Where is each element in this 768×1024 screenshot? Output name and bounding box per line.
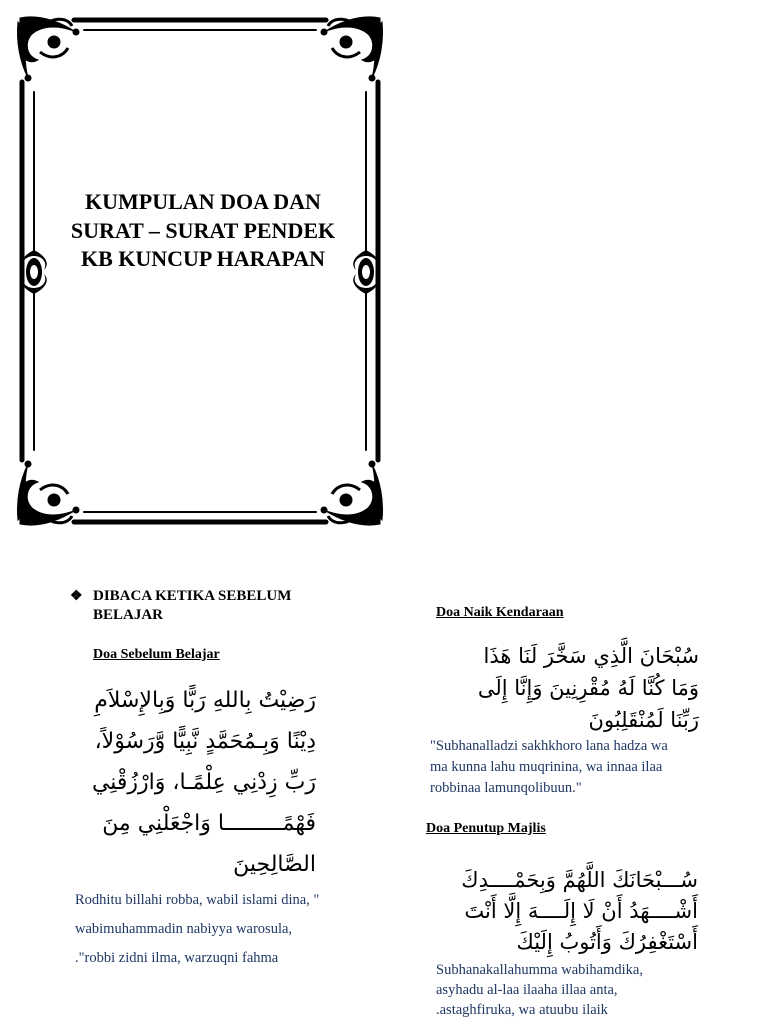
cover-title-line: SURAT – SURAT PENDEK [70,217,336,243]
arabic-line: سُـــبْحَانَكَ اللَّهُمَّ وَبِحَمْــــدِكَ [461,868,698,892]
doa-penutup-majlis-transliteration [436,960,736,1020]
translit-line: wabimuhammadin nabiyya warosula, [75,921,293,937]
diamond-bullet-icon: ❖ [70,589,83,604]
arabic-line: دِيْنًا وَبِـمُحَمَّدٍ نَّبِيًّا وَّرَسُوْلاً، [94,729,316,754]
arabic-line: أَسْتَغْفِرُكَ وَأَتُوبُ إِلَيْكَ [516,930,698,954]
arabic-line: أَشْــــهَدُ أَنْ لَا إِلَــــهَ إِلَّا أَنْتَ [464,899,698,923]
arabic-line: الصَّالِحِينَ [233,852,316,877]
doa-sebelum-belajar-arabic [70,680,316,885]
translit-line: .astaghfiruka, wa atuubu ilaik [436,1002,608,1018]
doa-penutup-majlis-arabic [420,865,698,958]
translit-line: robbinaa lamunqolibuun." [430,780,582,796]
translit-line: ."robbi zidni ilma, warzuqni fahma [75,950,279,966]
doa-naik-kendaraan-arabic [425,640,699,736]
arabic-line: رَضِيْتُ بِاللهِ رَبًّا وَبِالإِسْلاَمِ [94,688,316,713]
cover-title-line: KUMPULAN DOA DAN [85,189,321,214]
doa-penutup-majlis-title: Doa Penutup Majlis [426,821,546,836]
section-heading-line: BELAJAR [93,607,164,623]
doa-naik-kendaraan-title: Doa Naik Kendaraan [436,605,564,620]
translit-line: "Subhanalladzi sakhkhoro lana hadza wa [430,738,668,754]
cover-title [40,188,366,274]
doa-sebelum-belajar-title: Doa Sebelum Belajar [93,647,220,662]
doa-sebelum-belajar-transliteration [75,886,365,973]
arabic-line: سُبْحَانَ الَّذِي سَخَّرَ لَنَا هَذَا [483,644,699,668]
arabic-line: رَبِّ زِدْنِي عِلْمًـا، وَارْزُقْنِي [91,770,316,795]
arabic-line: وَمَا كُنَّا لَهُ مُقْرِنِينَ وَإِنَّا إِلَى [477,676,699,700]
translit-line: Subhanakallahumma wabihamdika, [436,962,643,978]
doa-naik-kendaraan-transliteration [430,736,730,799]
translit-line: Rodhitu billahi robba, wabil islami dina, " [75,892,320,908]
arabic-line: رَبِّنَا لَمُنْقَلِبُونَ [588,708,699,732]
section-heading-line: DIBACA KETIKA SEBELUM [93,588,292,604]
translit-line: asyhadu al-laa ilaaha illaa anta, [436,982,618,998]
cover-title-line: KB KUNCUP HARAPAN [80,246,326,271]
arabic-line: فَهْمًـــــــــا وَاجْعَلْنِي مِنَ [102,811,316,836]
translit-line: ma kunna lahu muqrinina, wa innaa ilaa [430,759,663,775]
